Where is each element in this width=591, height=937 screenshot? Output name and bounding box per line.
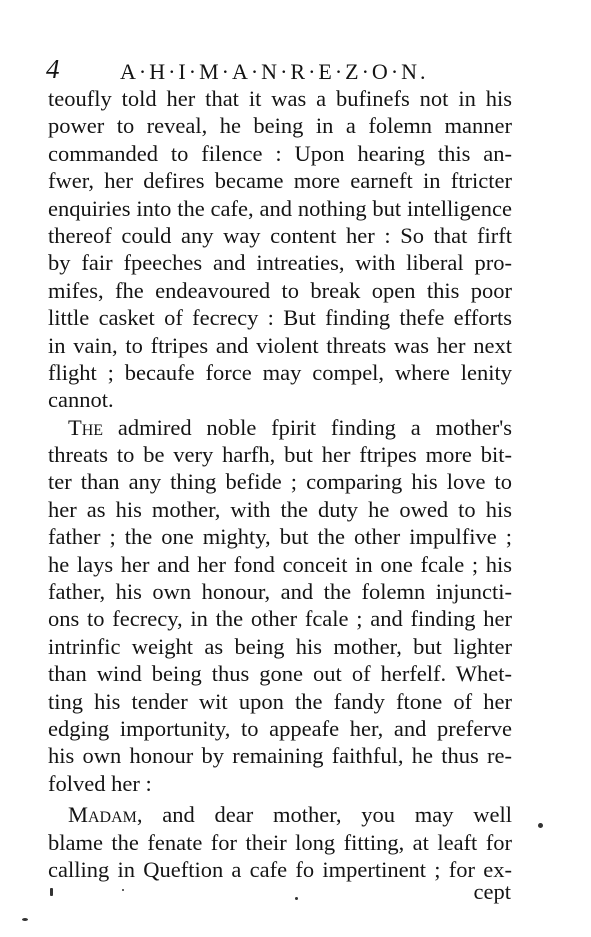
paragraph-first-line (48, 801, 512, 828)
ink-speck (295, 897, 298, 900)
ink-speck (50, 888, 53, 896)
page-number: 4 (46, 54, 60, 84)
ink-speck (22, 918, 28, 921)
text-line: in vain, to ftripes and violent threats was her next (48, 332, 512, 358)
text-line: thereof could any way content her : So that firft (48, 222, 512, 248)
text-line: fwer, her defires became more earneft in ftricter (48, 168, 512, 194)
text-line: flight ; becaufe force may compel, where lenity (48, 359, 512, 385)
text-line: calling in Queftion a cafe fo impertinent ; for ex- (48, 856, 512, 882)
catchword: cept (473, 879, 511, 904)
text-line: his own honour by remaining faithful, he thus re- (48, 743, 512, 769)
text-line: teoufly told her that it was a bufinefs not in his (48, 86, 512, 111)
running-head: A·H·I·M·A·N·R·E·Z·O·N. (120, 59, 429, 84)
body-text (48, 85, 512, 883)
text-line: commanded to filence : Upon hearing this an- (48, 140, 512, 166)
text-line-rest: and dear mother, you may well (142, 802, 512, 828)
text-line: folved her : (48, 770, 152, 796)
text-line: mifes, fhe endeavoured to break open this poor (48, 277, 512, 303)
text-line: by fair fpeeches and intreaties, with liberal pro- (48, 250, 512, 276)
text-line: he lays her and her fond conceit in one fcale ; his (48, 551, 512, 577)
text-line: blame the fenate for their long fitting, at leaft for (48, 829, 512, 855)
ink-speck (122, 889, 124, 891)
text-line: than wind being thus gone out of herfelf. Whet- (48, 661, 512, 687)
text-line: ter than any thing befide ; comparing his love to (48, 469, 512, 495)
text-line: father, his own honour, and the folemn injuncti- (48, 579, 512, 605)
text-line: power to reveal, he being in a folemn manner (48, 113, 512, 139)
paragraph-lead-word: The (68, 414, 104, 440)
paragraph-first-line (48, 414, 512, 441)
text-line: ting his tender wit upon the fandy ftone of her (48, 688, 512, 714)
text-line: cannot. (48, 387, 114, 413)
text-line: intrinfic weight as being his mother, but lighter (48, 633, 512, 659)
paragraph-lead-word: Madam, (68, 802, 143, 828)
page-header (40, 48, 540, 88)
text-line: father ; the one mighty, but the other impulfive ; (48, 524, 512, 550)
text-line: little casket of fecrecy : But finding thefe efforts (48, 305, 512, 331)
text-line: threats to be very harfh, but her ftripes more bit- (48, 442, 512, 468)
text-line: edging importunity, to appeafe her, and preferve (48, 715, 512, 741)
text-line-rest: admired noble fpirit finding a mother's (103, 414, 512, 440)
text-line: enquiries into the cafe, and nothing but intelligence (48, 195, 512, 221)
text-line: ons to fecrecy, in the other fcale ; and finding her (48, 606, 512, 632)
text-line: her as his mother, with the duty he owed to his (48, 496, 512, 522)
ink-speck (538, 823, 543, 828)
